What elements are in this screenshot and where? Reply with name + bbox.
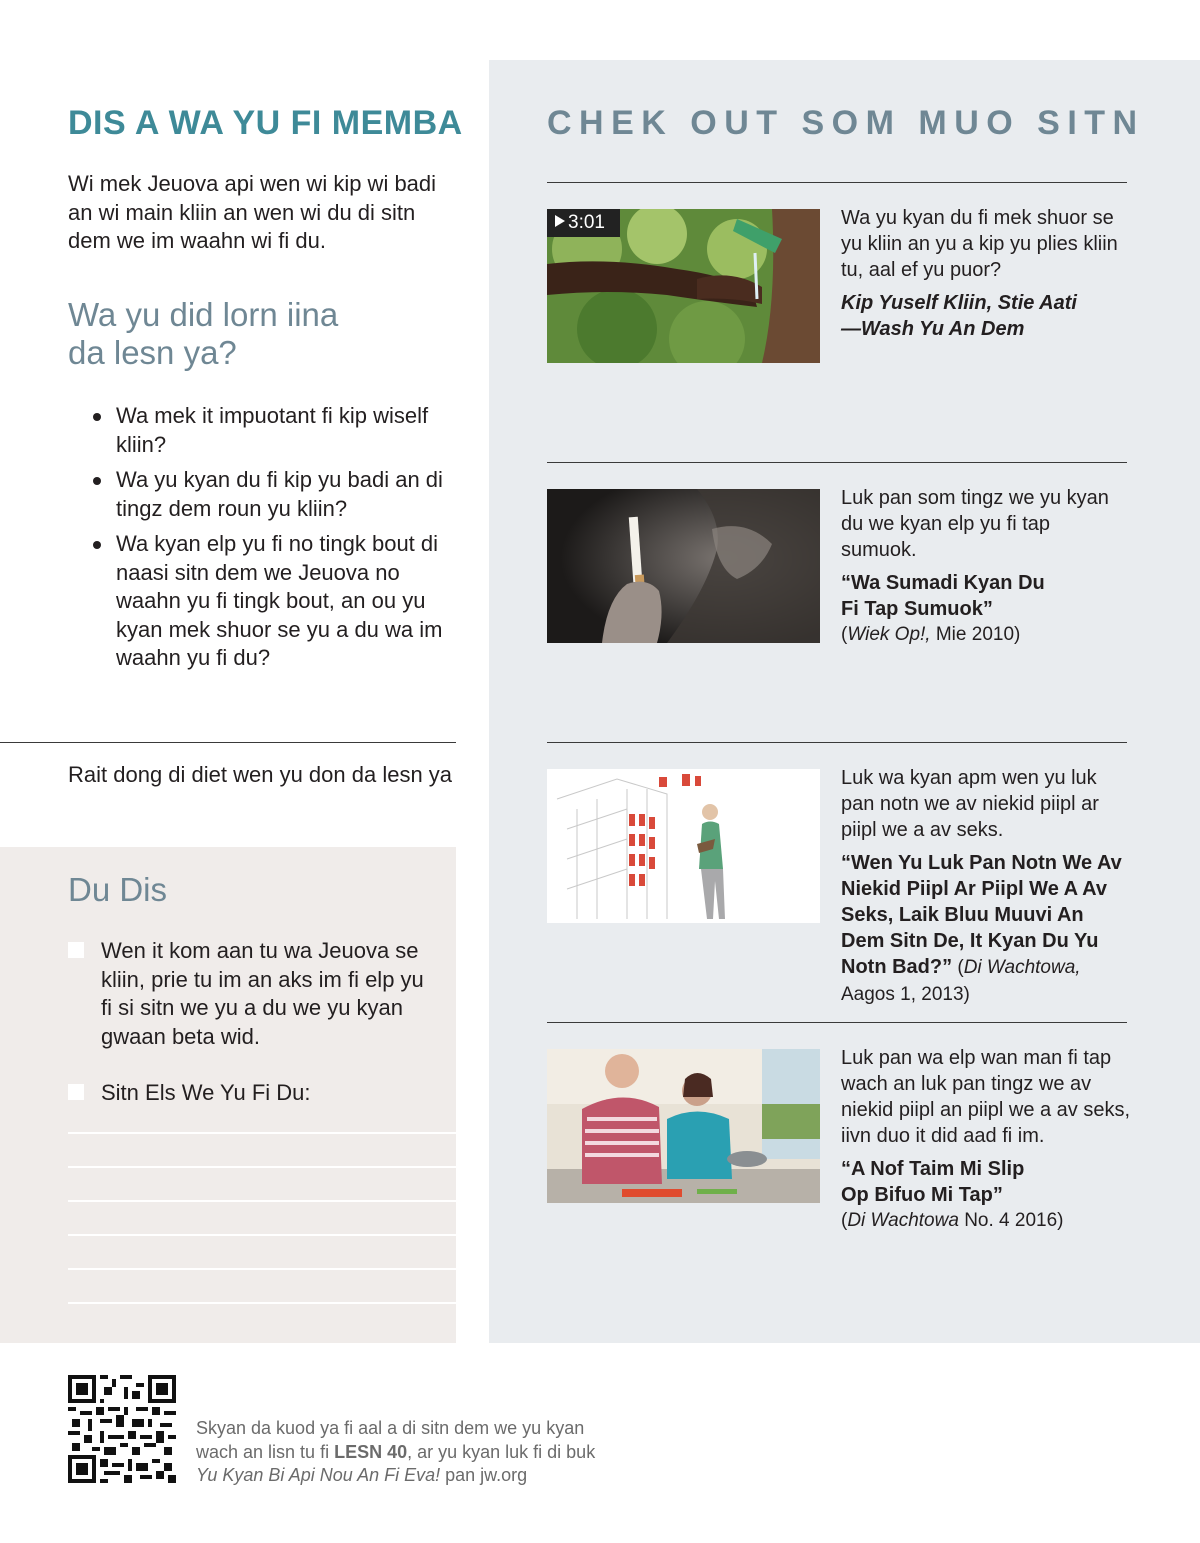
qr-code[interactable] xyxy=(68,1375,176,1483)
remember-summary: Wi mek Jeuova api wen wi kip wi badi an wi main kliin an wen wi du di sitn dem we im waahn wi fi du. xyxy=(68,171,437,253)
article-thumbnail-magazines[interactable] xyxy=(547,769,820,923)
item-description: Luk wa kyan apm wen yu luk pan notn we av niekid piipl ar piipl we a av seks. xyxy=(841,767,1099,841)
task-checkbox-row[interactable] xyxy=(68,937,438,1051)
other-task-label: Sitn Els We Yu Fi Du: xyxy=(101,1080,311,1105)
article-source: (Di Wachtowa No. 4 2016) xyxy=(841,1210,1064,1231)
item-description: Wa yu kyan du fi mek shuor se yu kliin an yu a kip yu plies kliin tu, aal ef yu puor? xyxy=(841,207,1118,281)
article-thumbnail-kitchen[interactable] xyxy=(547,1049,820,1203)
bullet-icon xyxy=(93,541,101,549)
writing-line[interactable] xyxy=(68,1200,456,1202)
writing-line[interactable] xyxy=(68,1132,456,1134)
review-questions xyxy=(93,402,453,680)
newsstand-illustration xyxy=(547,769,820,923)
task-text: Wen it kom aan tu wa Jeuova se kliin, prie tu im an aks im fi elp yu fi si sitn we yu a du we yu kyan gwaan beta wid. xyxy=(101,938,424,1049)
couple-cooking-image xyxy=(547,1049,820,1203)
bullet-icon xyxy=(93,477,101,485)
video-duration-badge: 3:01 xyxy=(547,209,620,237)
checkbox[interactable] xyxy=(68,942,84,958)
explore-item-1 xyxy=(841,205,1131,342)
article-link-with-source[interactable]: “Wen Yu Luk Pan Notn We Av Niekid Piipl Ar Piipl We A Av Seks, Laik Bluu Muuvi An Dem Sitn De, It Kyan Du Yu Notn Bad?” (Di Wachtowa, Aagos 1, 2013) xyxy=(841,852,1122,1005)
divider xyxy=(547,182,1127,183)
explore-item-2 xyxy=(841,485,1131,648)
play-icon xyxy=(555,215,565,227)
review-question: Wa mek it impuotant fi kip wiself kliin? xyxy=(93,402,453,459)
checkbox[interactable] xyxy=(68,1084,84,1100)
bullet-icon xyxy=(93,413,101,421)
explore-title: CHEK OUT SOM MUO SITN xyxy=(547,104,1145,142)
divider xyxy=(547,462,1127,463)
item-description: Luk pan wa elp wan man fi tap wach an luk pan tingz we av niekid piipl an piipl we a av seks, iivn duo it did aad fi im. xyxy=(841,1047,1131,1147)
writing-line[interactable] xyxy=(68,1234,456,1236)
review-question: Wa yu kyan du fi kip yu badi an di tingz dem roun yu kliin? xyxy=(93,466,453,523)
divider xyxy=(547,1022,1127,1023)
book-title-link[interactable]: Yu Kyan Bi Api Nou An Fi Eva! xyxy=(196,1465,441,1485)
remember-heading: DIS A WA YU FI MEMBA xyxy=(68,104,463,142)
writing-line[interactable] xyxy=(68,1268,456,1270)
divider xyxy=(547,742,1127,743)
article-link[interactable]: “Wa Sumadi Kyan Du Fi Tap Sumuok” xyxy=(841,572,1045,620)
video-link[interactable]: Kip Yuself Kliin, Stie Aati —Wash Yu An Dem xyxy=(841,292,1077,340)
review-question: Wa kyan elp yu fi no tingk bout di naasi sitn dem we Jeuova no waahn yu fi tingk bout, an ou yu kyan mek shuor se yu a du wa im waahn yu fi du? xyxy=(93,530,453,673)
other-task-checkbox-row[interactable] xyxy=(68,1079,438,1108)
date-completed-label: Rait dong di diet wen yu don da lesn ya xyxy=(68,762,453,787)
item-description: Luk pan som tingz we yu kyan du we kyan elp yu fi tap sumuok. xyxy=(841,487,1109,561)
date-line-rule xyxy=(0,742,456,743)
article-thumbnail-smoking[interactable] xyxy=(547,489,820,643)
review-heading: Wa yu did lorn iina da lesn ya? xyxy=(68,296,339,371)
cigarette-image xyxy=(547,489,820,643)
explore-item-4 xyxy=(841,1045,1131,1234)
explore-item-3 xyxy=(841,765,1131,1008)
writing-line[interactable] xyxy=(68,1166,456,1168)
video-thumbnail-handwashing[interactable] xyxy=(547,209,820,363)
article-source: (Wiek Op!, Mie 2010) xyxy=(841,624,1021,645)
writing-line[interactable] xyxy=(68,1302,456,1304)
footer-note: Skyan da kuod ya fi aal a di sitn dem we yu kyan wach an lisn tu fi LESN 40, ar yu kyan luk fi di buk Yu Kyan Bi Api Nou An Fi Eva! pan jw.org xyxy=(196,1418,596,1485)
article-link[interactable]: “A Nof Taim Mi Slip Op Bifuo Mi Tap” xyxy=(841,1158,1025,1206)
do-this-heading: Du Dis xyxy=(68,871,168,908)
